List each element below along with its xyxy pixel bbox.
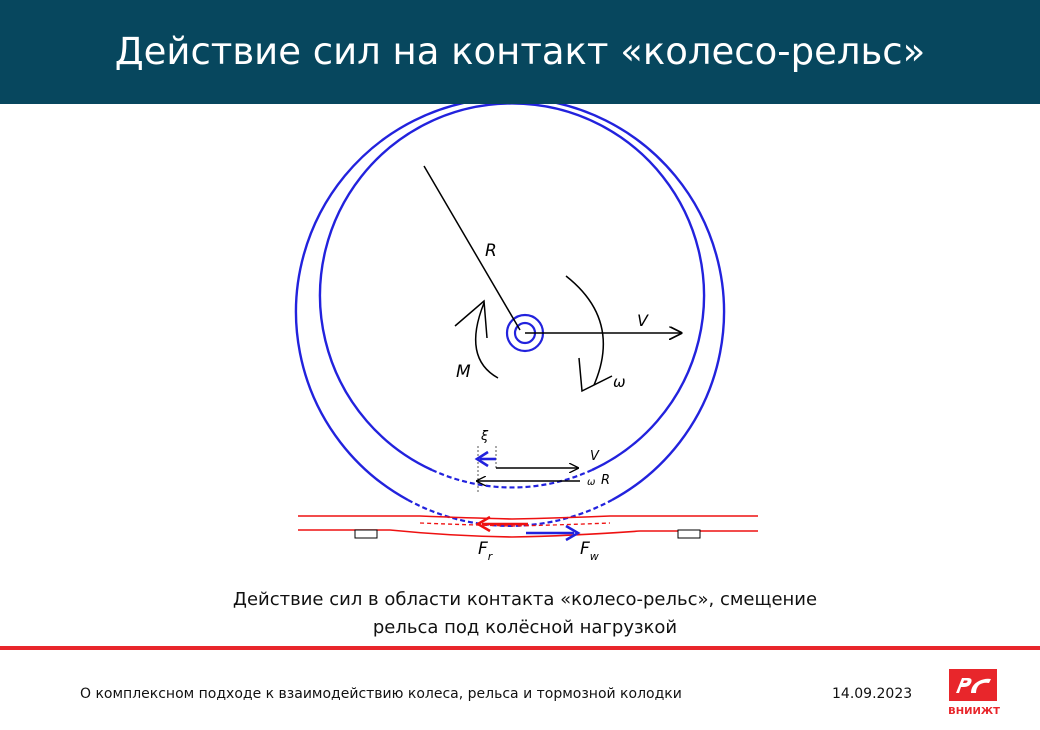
angular-velocity-arrowhead [579, 358, 612, 391]
footer-divider [0, 646, 1040, 650]
rail-force-label: $F_r$ [478, 539, 493, 563]
wheel-force-label: $F_w$ [580, 539, 599, 563]
sleeper-right [678, 530, 700, 538]
rzd-logo-mark [949, 669, 997, 701]
sleeper-left [355, 530, 377, 538]
footer-presentation-title: О комплексном подходе к взаимодействию колеса, рельса и тормозной колодки [80, 686, 682, 702]
wheel-rail-diagram [0, 104, 1040, 584]
wheel-inner-circle [320, 104, 704, 487]
header-bar [0, 0, 1040, 104]
footer-date: 14.09.2023 [832, 686, 913, 702]
omega-r-r-label: R [601, 473, 611, 488]
vniizht-label: ВНИИЖТ [948, 706, 1000, 717]
creep-label: ξ [481, 429, 489, 444]
rzd-logo [949, 669, 997, 701]
angular-velocity-label: ω [613, 373, 626, 391]
figure-caption [200, 586, 850, 642]
moment-arrow [476, 303, 498, 378]
radius-label: R [485, 241, 497, 261]
caption-line-2: рельса под колёсной нагрузкой [372, 617, 678, 638]
slide-title: Действие сил на контакт «колесо-рельс» [114, 30, 926, 73]
velocity-label: V [637, 311, 648, 330]
radius-line [424, 166, 520, 330]
caption-line-1: Действие сил в области контакта «колесо-рельс», смещение [232, 589, 818, 610]
velocity-small-label: V [590, 449, 599, 464]
wheel-outer-circle [296, 104, 724, 526]
angular-velocity-arrow [566, 276, 603, 385]
moment-label: M [456, 362, 471, 382]
omega-r-omega-label: ω [587, 477, 596, 488]
